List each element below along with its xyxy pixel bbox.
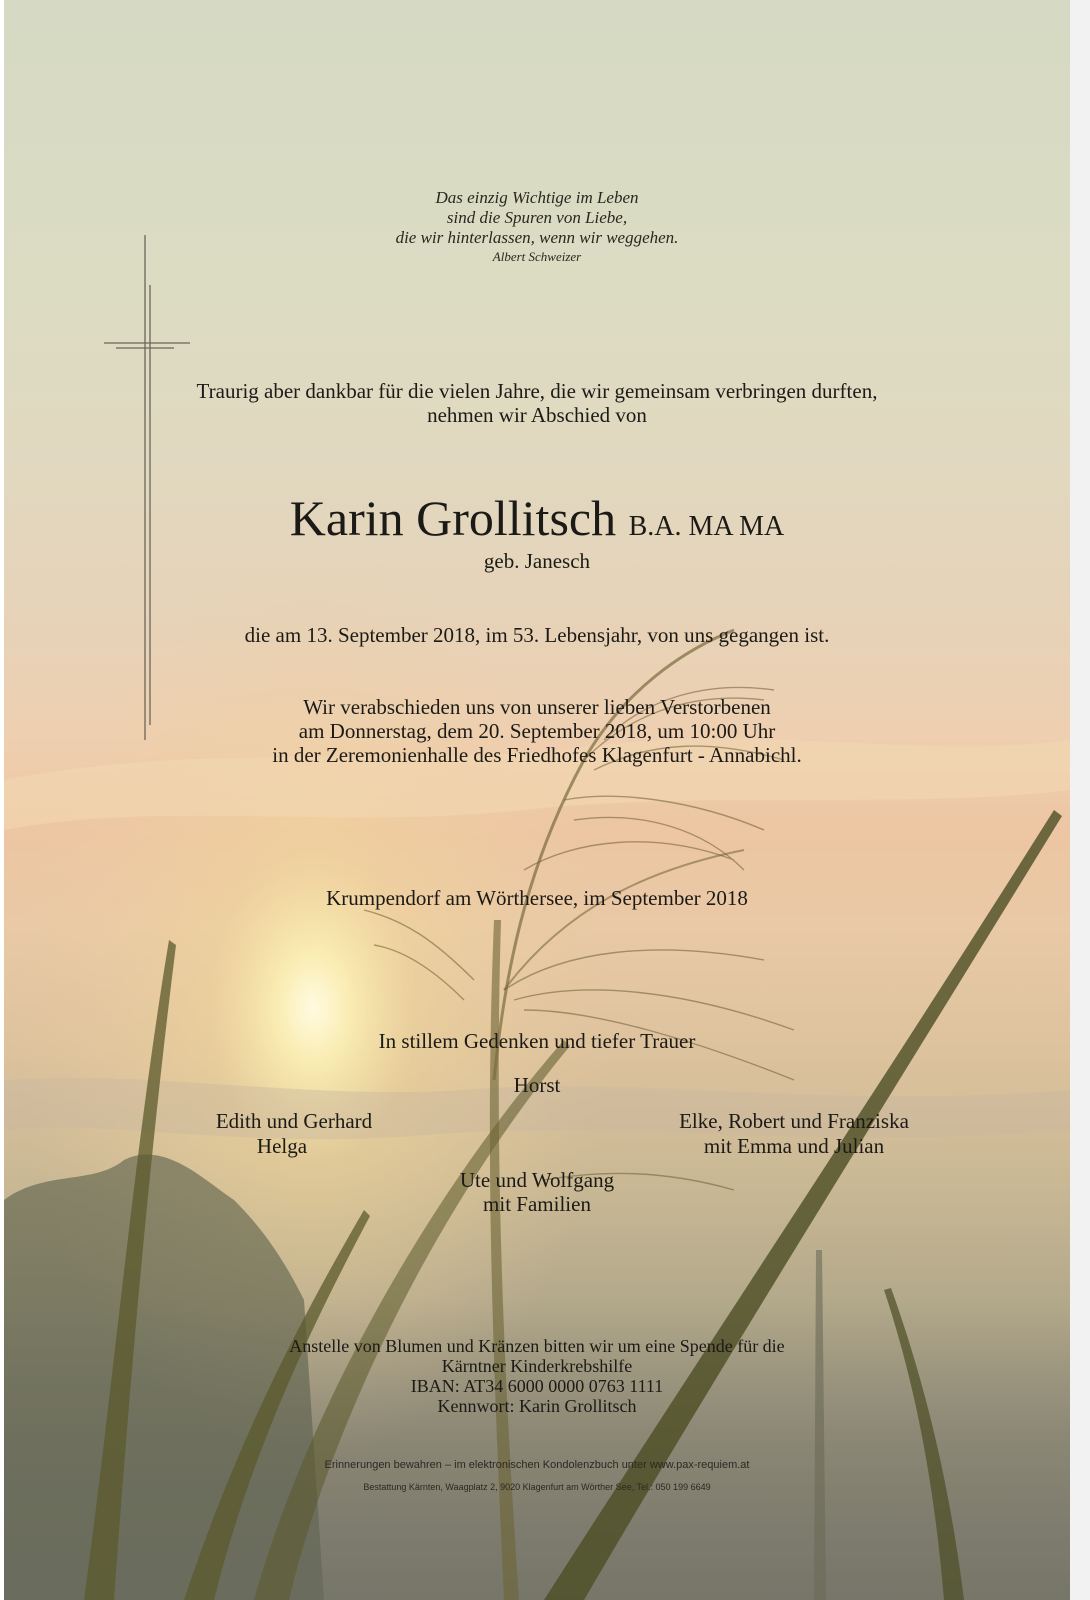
death-notice: die am 13. September 2018, im 53. Lebensjahr, von uns gegangen ist. bbox=[244, 623, 830, 647]
footer-address: Bestattung Kärnten, Waagplatz 2, 9020 Klagenfurt am Wörther See, Tel.: 050 199 6649 bbox=[363, 1482, 711, 1492]
mourner-right-line-2: mit Emma und Julian bbox=[703, 1134, 885, 1158]
mourning-heading: In stillem Gedenken und tiefer Trauer bbox=[378, 1029, 696, 1053]
intro-line-2: nehmen wir Abschied von bbox=[427, 403, 647, 427]
farewell-line-2: am Donnerstag, dem 20. September 2018, um 10:00 Uhr bbox=[298, 719, 776, 743]
deceased-name: Karin Grollitsch bbox=[289, 490, 617, 546]
mourner-right-line-1: Elke, Robert und Franziska bbox=[679, 1109, 909, 1133]
mourner-left-line-2: Helga bbox=[256, 1134, 308, 1158]
mourner-group-right bbox=[644, 1109, 944, 1159]
quote-line-3: die wir hinterlassen, wenn wir weggehen. bbox=[395, 228, 679, 247]
footer-condolence: Erinnerungen bewahren – im elektronischen Kondolenzbuch unter www.pax-requiem.at bbox=[324, 1459, 750, 1471]
mourner-left-line-1: Edith und Gerhard bbox=[215, 1109, 373, 1133]
birth-name: geb. Janesch bbox=[483, 549, 591, 573]
mourner-group-left bbox=[174, 1109, 414, 1159]
farewell-line-3: in der Zeremonienhalle des Friedhofes Klagenfurt - Annabichl. bbox=[272, 743, 802, 767]
quote-line-2: sind die Spuren von Liebe, bbox=[446, 208, 628, 227]
donation-keyword: Kennwort: Karin Grollitsch bbox=[437, 1396, 637, 1416]
deceased-title: B.A. MA MA bbox=[628, 511, 785, 542]
page-margin bbox=[1070, 0, 1090, 1600]
farewell-line-1: Wir verabschieden uns von unserer lieben Verstorbenen bbox=[303, 695, 771, 719]
donation-line-2: Kärntner Kinderkrebshilfe bbox=[441, 1356, 633, 1376]
deceased-name-line bbox=[4, 490, 1070, 555]
quote-author: Albert Schweizer bbox=[492, 249, 582, 264]
place-date: Krumpendorf am Wörthersee, im September 2018 bbox=[326, 886, 748, 910]
obituary-card bbox=[4, 0, 1070, 1600]
mourner-center-line-1: Ute und Wolfgang bbox=[459, 1168, 615, 1192]
intro-line-1: Traurig aber dankbar für die vielen Jahre, die wir gemeinsam verbringen durften, bbox=[196, 379, 878, 403]
donation-line-1: Anstelle von Blumen und Kränzen bitten wir um eine Spende für die bbox=[289, 1336, 785, 1356]
mourner-horst: Horst bbox=[513, 1073, 561, 1097]
donation-iban: IBAN: AT34 6000 0000 0763 1111 bbox=[410, 1376, 664, 1396]
mourner-center-line-2: mit Familien bbox=[483, 1192, 591, 1216]
quote-line-1: Das einzig Wichtige im Leben bbox=[435, 188, 639, 207]
